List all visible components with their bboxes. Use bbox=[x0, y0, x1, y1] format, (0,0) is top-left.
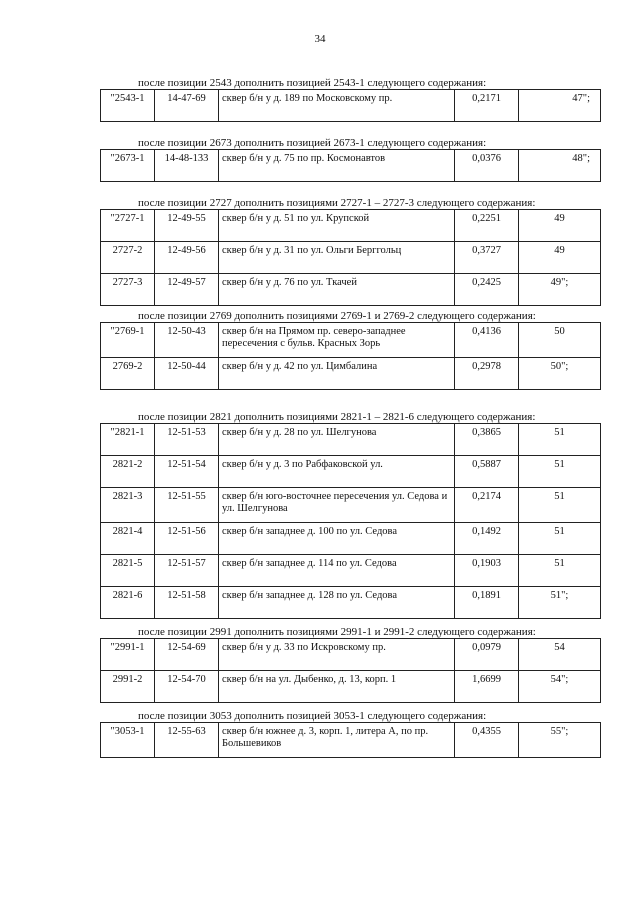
object-code: 12-51-58 bbox=[155, 587, 219, 619]
object-area: 0,2174 bbox=[455, 488, 519, 523]
reference-number: 51 bbox=[519, 555, 601, 587]
object-area: 0,5887 bbox=[455, 456, 519, 488]
section-intro: после позиции 2769 дополнить позициями 2769-1 и 2769-2 следующего содержания: bbox=[138, 310, 536, 322]
table-row bbox=[101, 523, 601, 555]
object-code: 12-55-63 bbox=[155, 723, 219, 758]
object-area: 0,4355 bbox=[455, 723, 519, 758]
reference-number: 51"; bbox=[519, 587, 601, 619]
object-name: сквер б/н западнее д. 100 по ул. Седова bbox=[219, 523, 455, 555]
table-row bbox=[101, 639, 601, 671]
position-number: 2991-2 bbox=[101, 671, 155, 703]
position-number: "2727-1 bbox=[101, 210, 155, 242]
object-name: сквер б/н западнее д. 114 по ул. Седова bbox=[219, 555, 455, 587]
amendment-section bbox=[100, 411, 600, 619]
object-code: 12-51-56 bbox=[155, 523, 219, 555]
reference-number: 54 bbox=[519, 639, 601, 671]
object-name: сквер б/н на Прямом пр. северо-западнее пересечения с бульв. Красных Зорь bbox=[219, 323, 455, 358]
object-name: сквер б/н юго-восточнее пересечения ул. Седова и ул. Шелгунова bbox=[219, 488, 455, 523]
position-number: 2727-3 bbox=[101, 274, 155, 306]
object-name: сквер б/н у д. 42 по ул. Цимбалина bbox=[219, 358, 455, 390]
object-name: сквер б/н южнее д. 3, корп. 1, литера А, по пр. Большевиков bbox=[219, 723, 455, 758]
position-number: 2821-5 bbox=[101, 555, 155, 587]
object-code: 12-49-57 bbox=[155, 274, 219, 306]
reference-number: 49 bbox=[519, 210, 601, 242]
object-area: 0,2251 bbox=[455, 210, 519, 242]
amendment-section bbox=[100, 197, 600, 306]
object-code: 14-47-69 bbox=[155, 90, 219, 122]
reference-number: 51 bbox=[519, 424, 601, 456]
positions-table bbox=[100, 722, 601, 758]
object-code: 14-48-133 bbox=[155, 150, 219, 182]
amendment-section bbox=[100, 710, 600, 758]
table-row bbox=[101, 323, 601, 358]
object-name: сквер б/н у д. 51 по ул. Крупской bbox=[219, 210, 455, 242]
reference-number: 50 bbox=[519, 323, 601, 358]
reference-number: 51 bbox=[519, 456, 601, 488]
position-number: "2543-1 bbox=[101, 90, 155, 122]
table-row bbox=[101, 488, 601, 523]
object-area: 0,2171 bbox=[455, 90, 519, 122]
positions-table bbox=[100, 209, 601, 306]
table-row bbox=[101, 210, 601, 242]
section-intro: после позиции 2991 дополнить позициями 2991-1 и 2991-2 следующего содержания: bbox=[138, 626, 536, 638]
object-area: 0,1891 bbox=[455, 587, 519, 619]
position-number: 2769-2 bbox=[101, 358, 155, 390]
object-code: 12-50-44 bbox=[155, 358, 219, 390]
object-area: 0,0979 bbox=[455, 639, 519, 671]
position-number: "2673-1 bbox=[101, 150, 155, 182]
table-row bbox=[101, 150, 601, 182]
table-row bbox=[101, 358, 601, 390]
table-row bbox=[101, 671, 601, 703]
object-name: сквер б/н у д. 75 по пр. Космонавтов bbox=[219, 150, 455, 182]
reference-number: 55"; bbox=[519, 723, 601, 758]
object-code: 12-50-43 bbox=[155, 323, 219, 358]
object-name: сквер б/н у д. 3 по Рабфаковской ул. bbox=[219, 456, 455, 488]
amendment-section bbox=[100, 310, 600, 390]
reference-number: 49"; bbox=[519, 274, 601, 306]
object-name: сквер б/н у д. 189 по Московскому пр. bbox=[219, 90, 455, 122]
position-number: "2769-1 bbox=[101, 323, 155, 358]
positions-table bbox=[100, 322, 601, 390]
table-row bbox=[101, 456, 601, 488]
object-area: 0,2978 bbox=[455, 358, 519, 390]
table-row bbox=[101, 274, 601, 306]
position-number: 2821-6 bbox=[101, 587, 155, 619]
position-number: "2821-1 bbox=[101, 424, 155, 456]
table-row bbox=[101, 587, 601, 619]
table-row bbox=[101, 723, 601, 758]
position-number: "3053-1 bbox=[101, 723, 155, 758]
object-area: 0,4136 bbox=[455, 323, 519, 358]
object-code: 12-51-54 bbox=[155, 456, 219, 488]
amendment-section bbox=[100, 77, 600, 122]
position-number: 2821-4 bbox=[101, 523, 155, 555]
object-code: 12-54-70 bbox=[155, 671, 219, 703]
object-name: сквер б/н у д. 31 по ул. Ольги Берггольц bbox=[219, 242, 455, 274]
section-intro: после позиции 2543 дополнить позицией 2543-1 следующего содержания: bbox=[138, 77, 487, 89]
object-name: сквер б/н у д. 28 по ул. Шелгунова bbox=[219, 424, 455, 456]
position-number: 2727-2 bbox=[101, 242, 155, 274]
object-area: 0,3727 bbox=[455, 242, 519, 274]
position-number: "2991-1 bbox=[101, 639, 155, 671]
reference-number: 50"; bbox=[519, 358, 601, 390]
positions-table bbox=[100, 89, 601, 122]
reference-number: 49 bbox=[519, 242, 601, 274]
positions-table bbox=[100, 149, 601, 182]
object-code: 12-51-55 bbox=[155, 488, 219, 523]
page-number: 34 bbox=[314, 33, 326, 45]
section-intro: после позиции 2673 дополнить позицией 2673-1 следующего содержания: bbox=[138, 137, 487, 149]
position-number: 2821-3 bbox=[101, 488, 155, 523]
object-code: 12-49-55 bbox=[155, 210, 219, 242]
section-intro: после позиции 2821 дополнить позициями 2821-1 – 2821-6 следующего содержания: bbox=[138, 411, 536, 423]
table-row bbox=[101, 424, 601, 456]
positions-table bbox=[100, 638, 601, 703]
reference-number: 51 bbox=[519, 488, 601, 523]
object-area: 0,0376 bbox=[455, 150, 519, 182]
object-area: 0,2425 bbox=[455, 274, 519, 306]
amendment-section bbox=[100, 626, 600, 703]
table-row bbox=[101, 242, 601, 274]
section-intro: после позиции 3053 дополнить позицией 3053-1 следующего содержания: bbox=[138, 710, 487, 722]
reference-number: 48"; bbox=[519, 150, 601, 182]
section-intro: после позиции 2727 дополнить позициями 2727-1 – 2727-3 следующего содержания: bbox=[138, 197, 536, 209]
object-area: 0,3865 bbox=[455, 424, 519, 456]
amendment-section bbox=[100, 137, 600, 182]
position-number: 2821-2 bbox=[101, 456, 155, 488]
reference-number: 47"; bbox=[519, 90, 601, 122]
object-area: 1,6699 bbox=[455, 671, 519, 703]
table-row bbox=[101, 555, 601, 587]
positions-table bbox=[100, 423, 601, 619]
object-code: 12-54-69 bbox=[155, 639, 219, 671]
object-code: 12-51-57 bbox=[155, 555, 219, 587]
object-name: сквер б/н у д. 33 по Искровскому пр. bbox=[219, 639, 455, 671]
object-name: сквер б/н на ул. Дыбенко, д. 13, корп. 1 bbox=[219, 671, 455, 703]
reference-number: 51 bbox=[519, 523, 601, 555]
object-area: 0,1492 bbox=[455, 523, 519, 555]
object-area: 0,1903 bbox=[455, 555, 519, 587]
object-name: сквер б/н западнее д. 128 по ул. Седова bbox=[219, 587, 455, 619]
object-code: 12-51-53 bbox=[155, 424, 219, 456]
reference-number: 54"; bbox=[519, 671, 601, 703]
object-code: 12-49-56 bbox=[155, 242, 219, 274]
table-row bbox=[101, 90, 601, 122]
object-name: сквер б/н у д. 76 по ул. Ткачей bbox=[219, 274, 455, 306]
